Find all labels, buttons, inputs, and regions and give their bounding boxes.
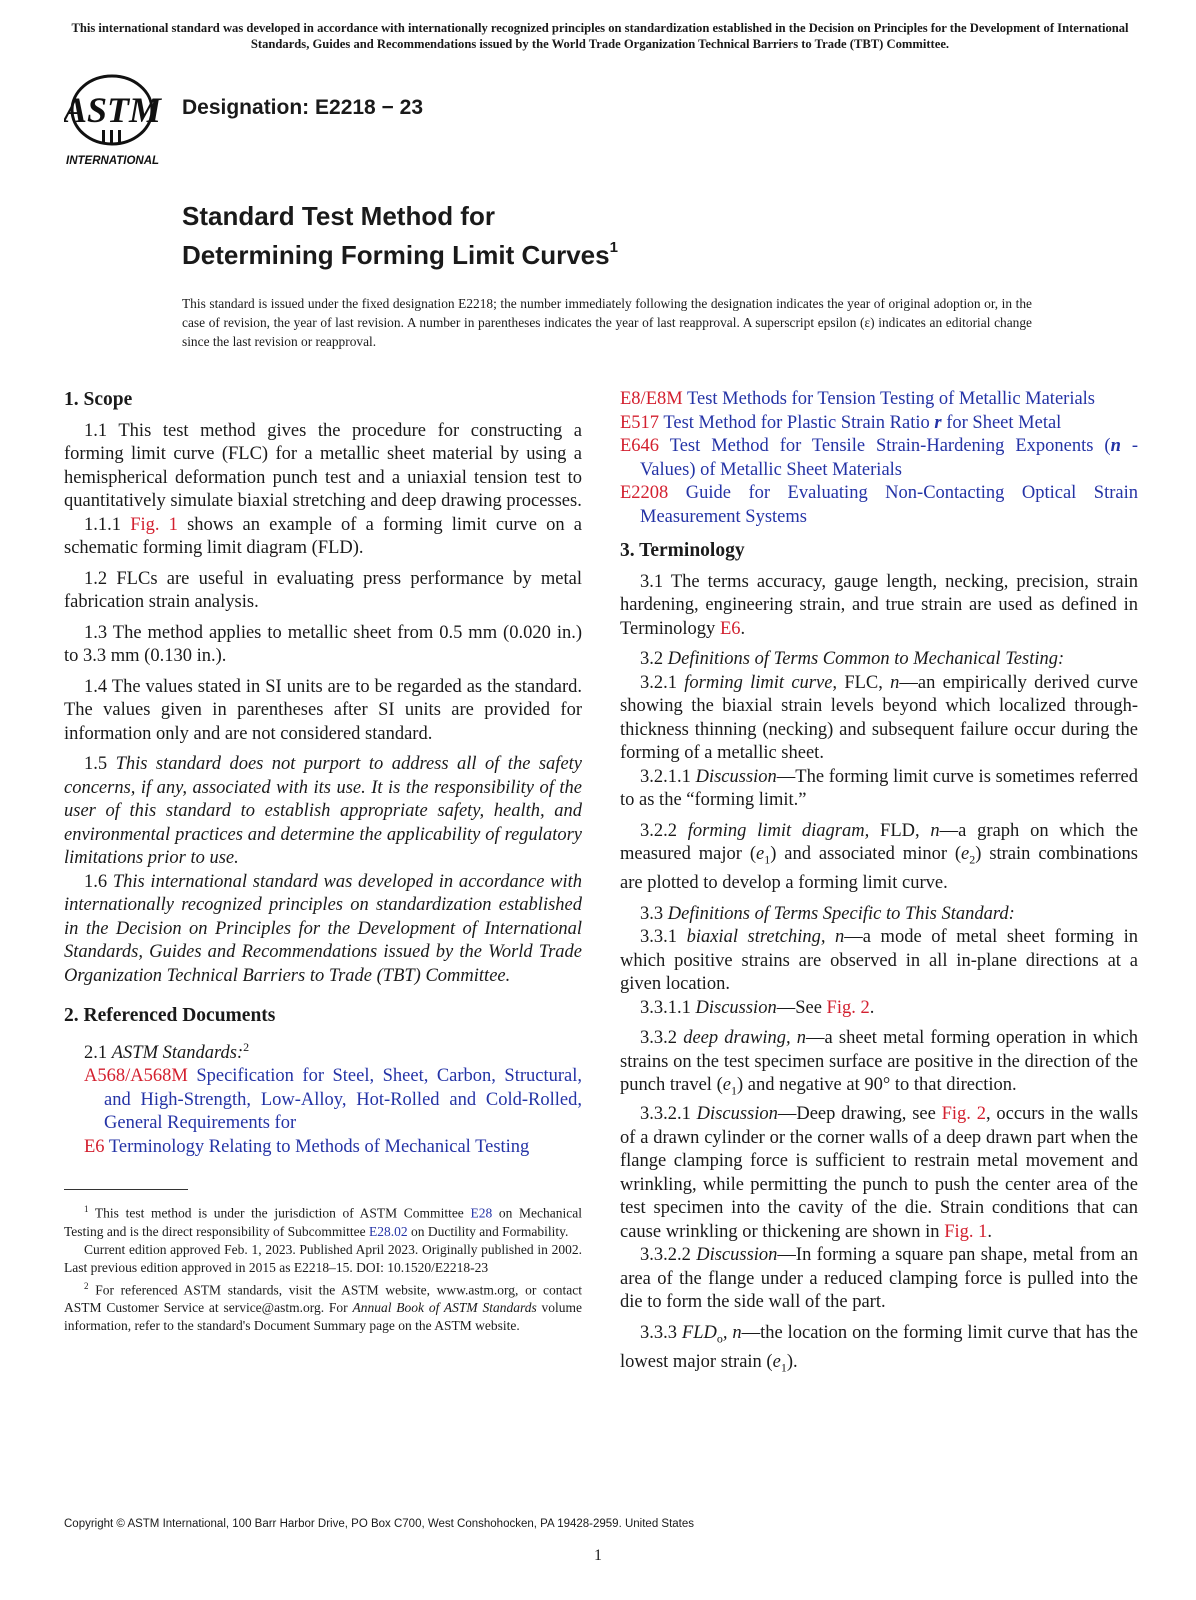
section-heading-referenced: 2. Referenced Documents [64,1005,276,1026]
ref-a568[interactable]: A568/A568M Specification for Steel, Sheet, Carbon, Structural, and High-Strength, Low-Alloy, Hot-Rolled and Cold-Rolled, General Requirements for [84,1066,582,1134]
ref-e517[interactable]: E517 Test Method for Plastic Strain Ratio r for Sheet Metal [620,412,1062,433]
title-line-2: Determining Forming Limit Curves$^1$ [182,239,618,270]
title-line-1: Standard Test Method for [182,201,495,231]
para-3-3-2-1: 3.3.2.1 Discussion—Deep drawing, see Fig. 2, occurs in the walls of a drawn cylinder or the corner walls of a deep drawn part when the flange clamping force is sufficient to restrain metal movement and wrinkling, while permitting the punch to push the center area of the test specimen into the cavity of the die. Strain conditions that can cause wrinkling or thickening are shown in Fig. 1. [620,1104,1139,1242]
ref-e8[interactable]: E8/E8M Test Methods for Tension Testing of Metallic Materials [620,389,1096,409]
right-column [620,388,1138,1387]
e28-link[interactable]: E28 [470,1205,493,1221]
para-3-2-1-1: 3.2.1.1 Discussion—The forming limit curve is sometimes referred to as the “forming limit.” [620,766,1138,810]
ref-e2208[interactable]: E2208 Guide for Evaluating Non-Contacting Optical Strain Measurement Systems [620,483,1138,527]
para-1-2: 1.2 FLCs are useful in evaluating press performance by metal fabrication strain analysis. [64,568,582,612]
para-3-1: 3.1 The terms accuracy, gauge length, necking, precision, strain hardening, engineering strain, and true strain are used as defined in Terminology E6. [620,571,1138,639]
copyright-footer: Copyright © ASTM International, 100 Barr Harbor Drive, PO Box C700, West Conshohocken, PA 19428-2959. United States [64,1518,695,1530]
para-3-3: 3.3 Definitions of Terms Specific to This Standard: [640,903,1015,924]
title-footnote-mark: 1 [609,239,618,256]
para-1-5: 1.5 This standard does not purport to address all of the safety concerns, if any, associated with its use. It is the responsibility of the user of this standard to establish appropriate safety, health, and environmental practices and determine the applicability of regulatory limitations prior to use. [64,754,583,868]
footnote-rule [64,1189,188,1190]
page-number: 1 [594,1547,602,1564]
section-heading-terminology: 3. Terminology [620,540,745,561]
para-3-2-1: 3.2.1 forming limit curve, FLC, n—an empirically derived curve showing the biaxial strain levels beyond which localized through-thickness thinning (necking) and subsequent failure occur during the forming of a metallic sheet. [620,672,1139,763]
para-3-3-1-1: 3.3.1.1 Discussion—See Fig. 2. [640,997,875,1018]
footnote-2: $^2$ For referenced ASTM standards, visit the ASTM website, www.astm.org, or contact ASTM Customer Service at service@astm.org. For Annual Book of ASTM Standards volume information, refer to the standard's Document Summary page on the ASTM website. [64,1280,583,1334]
e2802-link[interactable]: E28.02 [369,1223,408,1239]
designation: Designation: E2218 − 23 [182,96,424,119]
ref-e646[interactable]: E646 Test Method for Tensile Strain-Hardening Exponents (n -Values) of Metallic Sheet Materials [620,436,1139,480]
para-1-3: 1.3 The method applies to metallic sheet from 0.5 mm (0.020 in.) to 3.3 mm (0.130 in.). [64,622,582,666]
para-3-3-3: 3.3.3 $FLD_o$, n—the location on the forming limit curve that has the lowest major strain $(e_1)$. [620,1322,1139,1375]
para-2-1: 2.1 ASTM Standards:$^2$ [84,1039,250,1063]
astm-logo [64,72,170,168]
ref-e6[interactable]: E6 Terminology Relating to Methods of Mechanical Testing [84,1136,530,1157]
para-3-3-1: 3.3.1 biaxial stretching, n—a mode of metal sheet forming in which positive strains are observed in all in-plane directions at a given location. [620,927,1139,995]
fig1-link[interactable]: Fig. 1 [130,514,178,535]
para-1-4: 1.4 The values stated in SI units are to be regarded as the standard. The values given in parentheses after SI units are provided for information only and are not considered standard. [64,676,582,744]
para-1-1-1: 1.1.1 Fig. 1 shows an example of a forming limit curve on a schematic forming limit diagram (FLD). [64,514,583,558]
fig2-link-2[interactable]: Fig. 2 [941,1104,986,1125]
para-3-3-2: 3.3.2 deep drawing, n—a sheet metal forming operation in which strains on the test specimen surface are positive in the direction of the punch travel $(e_1)$ and negative at 90° to that direction. [620,1028,1138,1098]
logo-text: INTERNATIONAL [66,155,160,167]
fig2-link[interactable]: Fig. 2 [826,997,870,1018]
section-heading-scope: 1. Scope [64,389,133,410]
footnote-1-edition: Current edition approved Feb. 1, 2023. Published April 2023. Originally published in 2002. Last previous edition approved in 2015 as E2218–15. DOI: 10.1520/E2218-23 [64,1241,582,1275]
footnote-1: $^1$ This test method is under the jurisdiction of ASTM Committee E28 on Mechanical Testing and is the direct responsibility of Subcommittee E28.02 on Ductility and Formability. [64,1204,582,1239]
para-1-1: 1.1 This test method gives the procedure for constructing a forming limit curve (FLC) for a metallic sheet material by using a hemispherical deformation punch test and a uniaxial tension test to quantitatively simulate biaxial stretching and deep drawing processes. [64,420,582,511]
fig1-link-2[interactable]: Fig. 1 [944,1221,988,1242]
para-3-2-2: 3.2.2 forming limit diagram, FLD, n—a graph on which the measured major $(e_1)$ and associated minor $(e_2)$ strain combinations are plotted to develop a forming limit curve. [620,820,1138,894]
e6-link[interactable]: E6 [719,618,741,639]
logo-letters: ASTM [64,90,162,130]
top-notice: This international standard was developed in accordance with internationally recognized principles on standardization established in the Decision on Principles for the Development of International Standards, Guides and Recommendations issued by the World Trade Organization Technical Barriers to Trade (TBT) Committee. [71,21,1129,51]
para-3-3-2-2: 3.3.2.2 Discussion—In forming a square pan shape, metal from an area of the flange under a reduced clamping force is pulled into the die to form the side wall of the part. [620,1245,1138,1313]
issue-note: This standard is issued under the fixed designation E2218; the number immediately following the designation indicates the year of original adoption or, in the case of revision, the year of last revision. A number in parentheses indicates the year of last reapproval. A superscript epsilon (ε) indicates an editorial change since the last revision or reapproval. [182,296,1032,349]
document-title [182,200,618,271]
left-column [64,388,582,1335]
para-1-6: 1.6 This international standard was developed in accordance with internationally recognized principles on standardization established in the Decision on Principles for the Development of International Standards, Guides and Recommendations issued by the World Trade Organization Technical Barriers to Trade (TBT) Committee. [64,871,583,986]
para-3-2: 3.2 Definitions of Terms Common to Mechanical Testing: [640,649,1065,669]
